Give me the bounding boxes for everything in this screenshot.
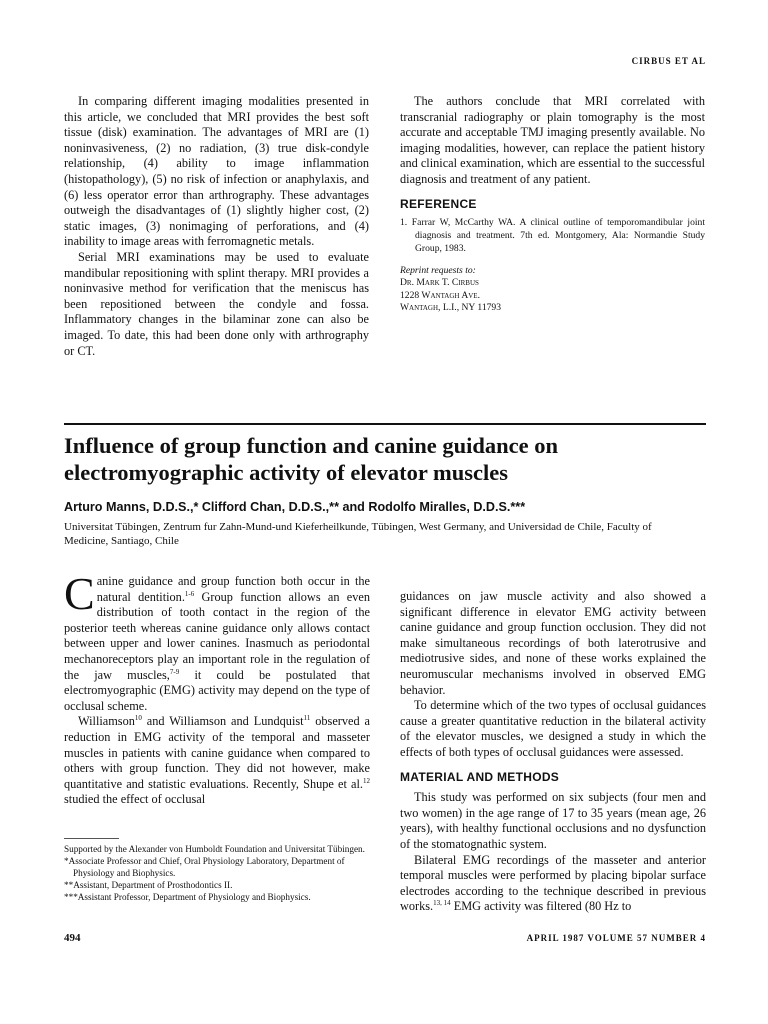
body-paragraph: To determine which of the two types of occlusal guidances cause a greater quantitative reduction in the bilateral activity of the elevator muscles, we designed a study in which the effects of both types of occlusal guidances were assessed. <box>400 698 706 759</box>
citation: 13, 14 <box>433 899 451 908</box>
reprint-name: Dr. Mark T. Cirbus <box>400 277 479 289</box>
footnote: *Associate Professor and Chief, Oral Physiology Laboratory, Department of Physiology and Biophysics. <box>64 856 345 878</box>
footnote: **Assistant, Department of Prosthodontics II. <box>64 880 233 890</box>
article-right-column <box>400 589 706 915</box>
body-paragraph: guidances on jaw muscle activity and also showed a significant difference in elevator EMG activity between canine guidance and group function occlusion. They did not make simultaneous recordings of both laterotrusive and mediotrusive sides, and none of these works explained the neuromuscular mechanisms involved in observed EMG behavior. <box>400 589 706 697</box>
intro-paragraph: Canine guidance and group function both occur in the natural dentition.$^{1-6}$ Group function allows an even distribution of tooth contact in the region of the posterior teeth whereas canine guidance only allows contact between upper and lower canines. Inasmuch as periodontal mechanoreceptors play an important role in the regulation of the jaw muscles,$^{7-9}$ it could be postulated that electromyographic (EMG) activity may depend on the type of occlusal scheme. <box>64 568 370 713</box>
body-paragraph: Bilateral EMG recordings of the masseter and anterior temporal muscles were performed by placing bipolar surface electrodes according to the technique described in previous works.$^{13, 14}$ EMG activity was filtered (80 Hz to <box>400 852 706 914</box>
page-number: 494 <box>64 932 81 944</box>
reference-list <box>400 217 705 255</box>
reprint-label: Reprint requests to: <box>400 264 476 276</box>
prev-article-left-column <box>64 94 369 359</box>
footnote-rule <box>64 838 119 839</box>
prev-article-right-column <box>400 94 705 315</box>
citation: 7-9 <box>169 667 180 676</box>
footnote: Supported by the Alexander von Humboldt Foundation and Universitat Tübingen. <box>64 844 365 854</box>
citation: 1-6 <box>184 589 195 598</box>
body-paragraph: This study was performed on six subjects (four men and two women) in the age range of 17 to 35 years (mean age, 26 years), with healthy functional occlusions and no dysfunction of the stomatognathic system. <box>400 790 706 851</box>
reference-item: 1. Farrar W, McCarthy WA. A clinical outline of temporomandibular joint diagnosis and treatment. 7th ed. Montgomery, Ala: Normandie Study Group, 1983. <box>400 217 705 254</box>
citation: 10 <box>134 714 142 723</box>
methods-heading: MATERIAL AND METHODS <box>400 769 560 784</box>
running-head: CIRBUS ET AL <box>631 56 706 66</box>
body-paragraph: Williamson$^{10}$ and Williamson and Lundquist$^{11}$ observed a reduction in EMG activity of the temporal and masseter muscles in patients with canine guidance when compared to others with group function. They did not however, make quantitative and statistic evaluations. Recently, Shupe et al.$^{12}$ studied the effect of occlusal <box>64 714 370 807</box>
reprint-street: 1228 Wantagh Ave. <box>400 289 480 301</box>
citation: 12 <box>363 776 370 785</box>
footnotes <box>64 843 370 903</box>
reference-heading: REFERENCE <box>400 196 477 211</box>
author-line: Arturo Manns, D.D.S.,* Clifford Chan, D.D.S.,** and Rodolfo Miralles, D.D.S.*** <box>64 500 526 514</box>
citation: 11 <box>303 714 311 723</box>
article-left-column <box>64 568 370 808</box>
article-title: Influence of group function and canine guidance on electromyographic activity of elevator muscles <box>64 433 559 485</box>
reprint-city: Wantagh, L.I., NY 11793 <box>400 302 502 314</box>
article-divider <box>64 423 706 425</box>
issue-line: APRIL 1987 VOLUME 57 NUMBER 4 <box>526 933 706 943</box>
footnote: ***Assistant Professor, Department of Physiology and Biophysics. <box>64 892 311 902</box>
affiliation: Universitat Tübingen, Zentrum fur Zahn-Mund-und Kieferheilkunde, Tübingen, West Germany, and Universidad de Chile, Faculty of Medicine, Santiago, Chile <box>64 521 652 547</box>
drop-cap: C <box>64 568 95 619</box>
reprint-block <box>400 265 705 315</box>
body-paragraph: Serial MRI examinations may be used to evaluate mandibular repositioning with splint therapy. MRI provides a noninvasive method for verification that the meniscus has been repositioned between the condyle and fossa. Inflammatory changes in the bilaminar zone can also be imaged. To date, this had been done only with arthrography or CT. <box>64 249 369 358</box>
body-paragraph: The authors conclude that MRI correlated with transcranial radiography or plain tomography is the most accurate and acceptable TMJ imaging presently available. No imaging modalities, however, can replace the patient history and clinical examination, which are essential to the successful diagnosis and treatment of any patient. <box>400 94 705 186</box>
body-paragraph: In comparing different imaging modalities presented in this article, we concluded that MRI provides the best soft tissue (disk) examination. The advantages of MRI are (1) noninvasiveness, (2) no radiation, (3) true disk-condyle relationship, (4) ability to image inflammation (histopathology), (5) no risk of infection or anaphylaxis, and (6) less operator error than arthrography. These advantages outweigh the disadvantages of (1) slightly higher cost, (2) static images, (3) nonimaging of perforations, and (4) inability to image areas with ferromagnetic metals. <box>64 94 369 249</box>
